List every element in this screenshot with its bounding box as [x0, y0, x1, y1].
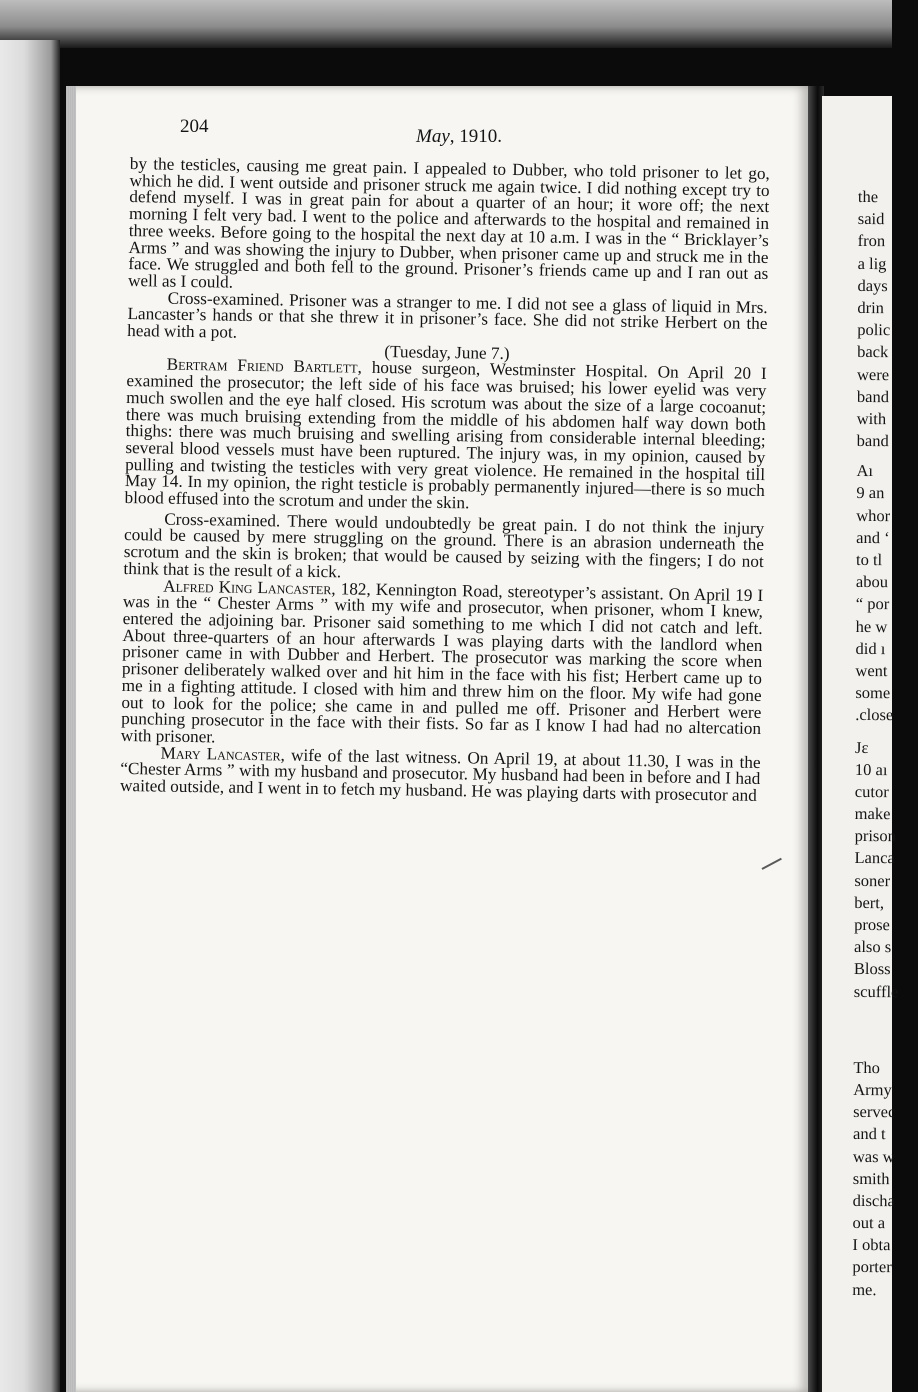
facing-line: band — [856, 431, 889, 451]
facing-line: said — [857, 209, 885, 229]
facing-line: he w — [855, 616, 888, 636]
paragraph-bartlett-testimony — [124, 356, 766, 516]
body-text — [120, 156, 770, 805]
running-head-year: , 1910. — [449, 126, 503, 147]
scan-left-background — [0, 40, 60, 1392]
facing-line: Army — [853, 1079, 892, 1100]
facing-line: fron — [857, 231, 886, 251]
facing-line: Jε — [855, 737, 869, 757]
facing-line: 9 an — [856, 483, 885, 503]
witness-name-alfred-lancaster: Alfred King Lancaster — [163, 576, 332, 598]
facing-line: also s — [853, 937, 892, 957]
page-header — [180, 116, 780, 146]
facing-line: make — [854, 804, 891, 824]
facing-line: me. — [852, 1279, 877, 1299]
facing-line: with — [856, 408, 887, 429]
facing-line: porter — [852, 1257, 892, 1277]
facing-line: Tho — [853, 1057, 881, 1077]
facing-line: drin — [857, 297, 885, 318]
facing-line: Aı — [856, 461, 874, 481]
facing-line: back — [857, 342, 889, 362]
facing-line: prose — [854, 914, 890, 935]
paragraph-cross-examination: Cross-examined. Prisoner was a stranger to me. I did not see a glass of liquid in Mrs. Lancaster’s hands or that she threw it in prisoner’s face. She did not strike Herbert on the head with a pot. — [127, 288, 768, 342]
facing-line: did ı — [855, 638, 886, 658]
facing-line: band — [856, 386, 890, 406]
facing-line: prison — [854, 826, 896, 846]
facing-line: I obta — [852, 1235, 891, 1255]
alfred-lancaster-text: , 182, Kennington Road, stereotyper’s assistant. On April 19 I was in the “ Chester Arms ” with my wife and prosecutor, when prisoner, whom I knew, entered the adjoining bar. Prisoner said something to me which I did not catch and left. About three-quarters of an hour afterwards I was playing darts with the landlord when prisoner came in with Dubber and Herbert. The prosecutor was marking the score when prisoner deliberately walked over and hit him in the face with his fist; Herbert came up to me in a fighting attitude. I closed with him and threw him on the floor. My wife had gone out to look for the police; she came in and pulled me off. Prisoner and Herbert were punching prosecutor in the face with their fists. So far as I know I had had no altercation with prisoner. — [120, 578, 764, 747]
running-head — [416, 126, 502, 148]
facing-line: some — [855, 683, 891, 703]
facing-line: days — [857, 275, 888, 295]
facing-line: polic — [857, 320, 891, 340]
paragraph-mary-lancaster-testimony — [120, 745, 761, 805]
paragraph-alfred-lancaster-testimony — [121, 578, 764, 755]
paragraph-continued-testimony: by the testicles, causing me great pain. I appealed to Dubber, who told prisoner to let go, which he did. I went outside and prisoner struck me again twice. I did nothing except try to defend myself. I was in great pain for about a quarter of an hour; it wore off; the next morning I felt very bad. I went to the police and afterwards to the hospital and remained in three weeks. Before going to the hospital the next day at 10 a.m. I was in the “ Bricklayer’s Arms ” and was showing the injury to Dubber, when prisoner came up and struck me in the face. We struggled and both fell to the ground. Prisoner’s friends came up and I ran out as well as I could. — [127, 154, 770, 292]
running-head-month: May — [416, 126, 450, 147]
scan-top-background — [0, 0, 892, 48]
facing-line: went — [855, 660, 888, 681]
paragraph-bartlett-cross-examination: Cross-examined. There would undoubtedly be great pain. I do not think the injury could be caused by mere struggling on the ground. There is an abrasion underneath the scrotum and the skin is broken; that would be caused by seizing with the fingers; I do not think that is the result of a kick. — [123, 509, 765, 582]
facing-line: Bloss — [853, 959, 891, 979]
bartlett-text: , house surgeon, Westminster Hospital. On April 20 I examined the prosecutor; the left side of his face was bruised; his lower eyelid was very much swollen and the eye half closed. His scrotum was about the size of a large cocoanut; there was much bruising extending from the middle of his abdomen half way down both thighs: there was much bruising and swelling arising from considerable internal bleeding; several blood vessels must have been ruptured. The injury was, in my opinion, caused by pulling and twisting the testicles with very great violence. He remained in the hospital till May 14. In my opinion, the right testicle is probably permanently injured—there is so much blood effused into the scrotum and under the skin. — [124, 358, 767, 513]
facing-line: out a — [852, 1213, 886, 1233]
facing-line: servec — [853, 1102, 896, 1122]
facing-line: “ por — [855, 594, 890, 614]
facing-line: were — [856, 364, 890, 384]
facing-line: Lanca — [854, 848, 895, 868]
facing-line: and ‘ — [856, 527, 890, 547]
facing-line: a lig — [857, 253, 887, 273]
facing-line: cutor — [854, 781, 889, 802]
facing-line: scuffle — [853, 981, 899, 1001]
witness-name-bartlett: Bertram Friend Bartlett — [166, 355, 358, 378]
facing-line: and t — [852, 1124, 886, 1144]
page-number: 204 — [180, 116, 209, 137]
mary-lancaster-text: , wife of the last witness. On April 19, at about 11.30, I was in the “Chester Arms ” with my husband and prosecutor. My husband had been in before and I had waited outside, and I went in to fetch my husband. He was playing darts with prosecutor and — [119, 745, 761, 805]
date-heading: (Tuesday, June 7.) — [384, 341, 510, 363]
facing-line: soner — [854, 870, 891, 890]
facing-line: to tl — [855, 549, 883, 570]
facing-line: 10 aı — [854, 759, 888, 779]
facing-line: the — [857, 186, 879, 207]
witness-name-mary-lancaster: Mary Lancaster — [160, 743, 281, 765]
facing-line: abou — [855, 572, 889, 592]
facing-page-text — [852, 186, 918, 1301]
facing-line: whor — [856, 505, 891, 525]
facing-line: .close — [855, 705, 894, 725]
facing-line: was w — [852, 1146, 895, 1166]
facing-line: bert, — [854, 892, 885, 912]
facing-line: smith — [852, 1168, 890, 1188]
facing-line: discha — [852, 1190, 895, 1211]
page-edges — [66, 86, 76, 1392]
